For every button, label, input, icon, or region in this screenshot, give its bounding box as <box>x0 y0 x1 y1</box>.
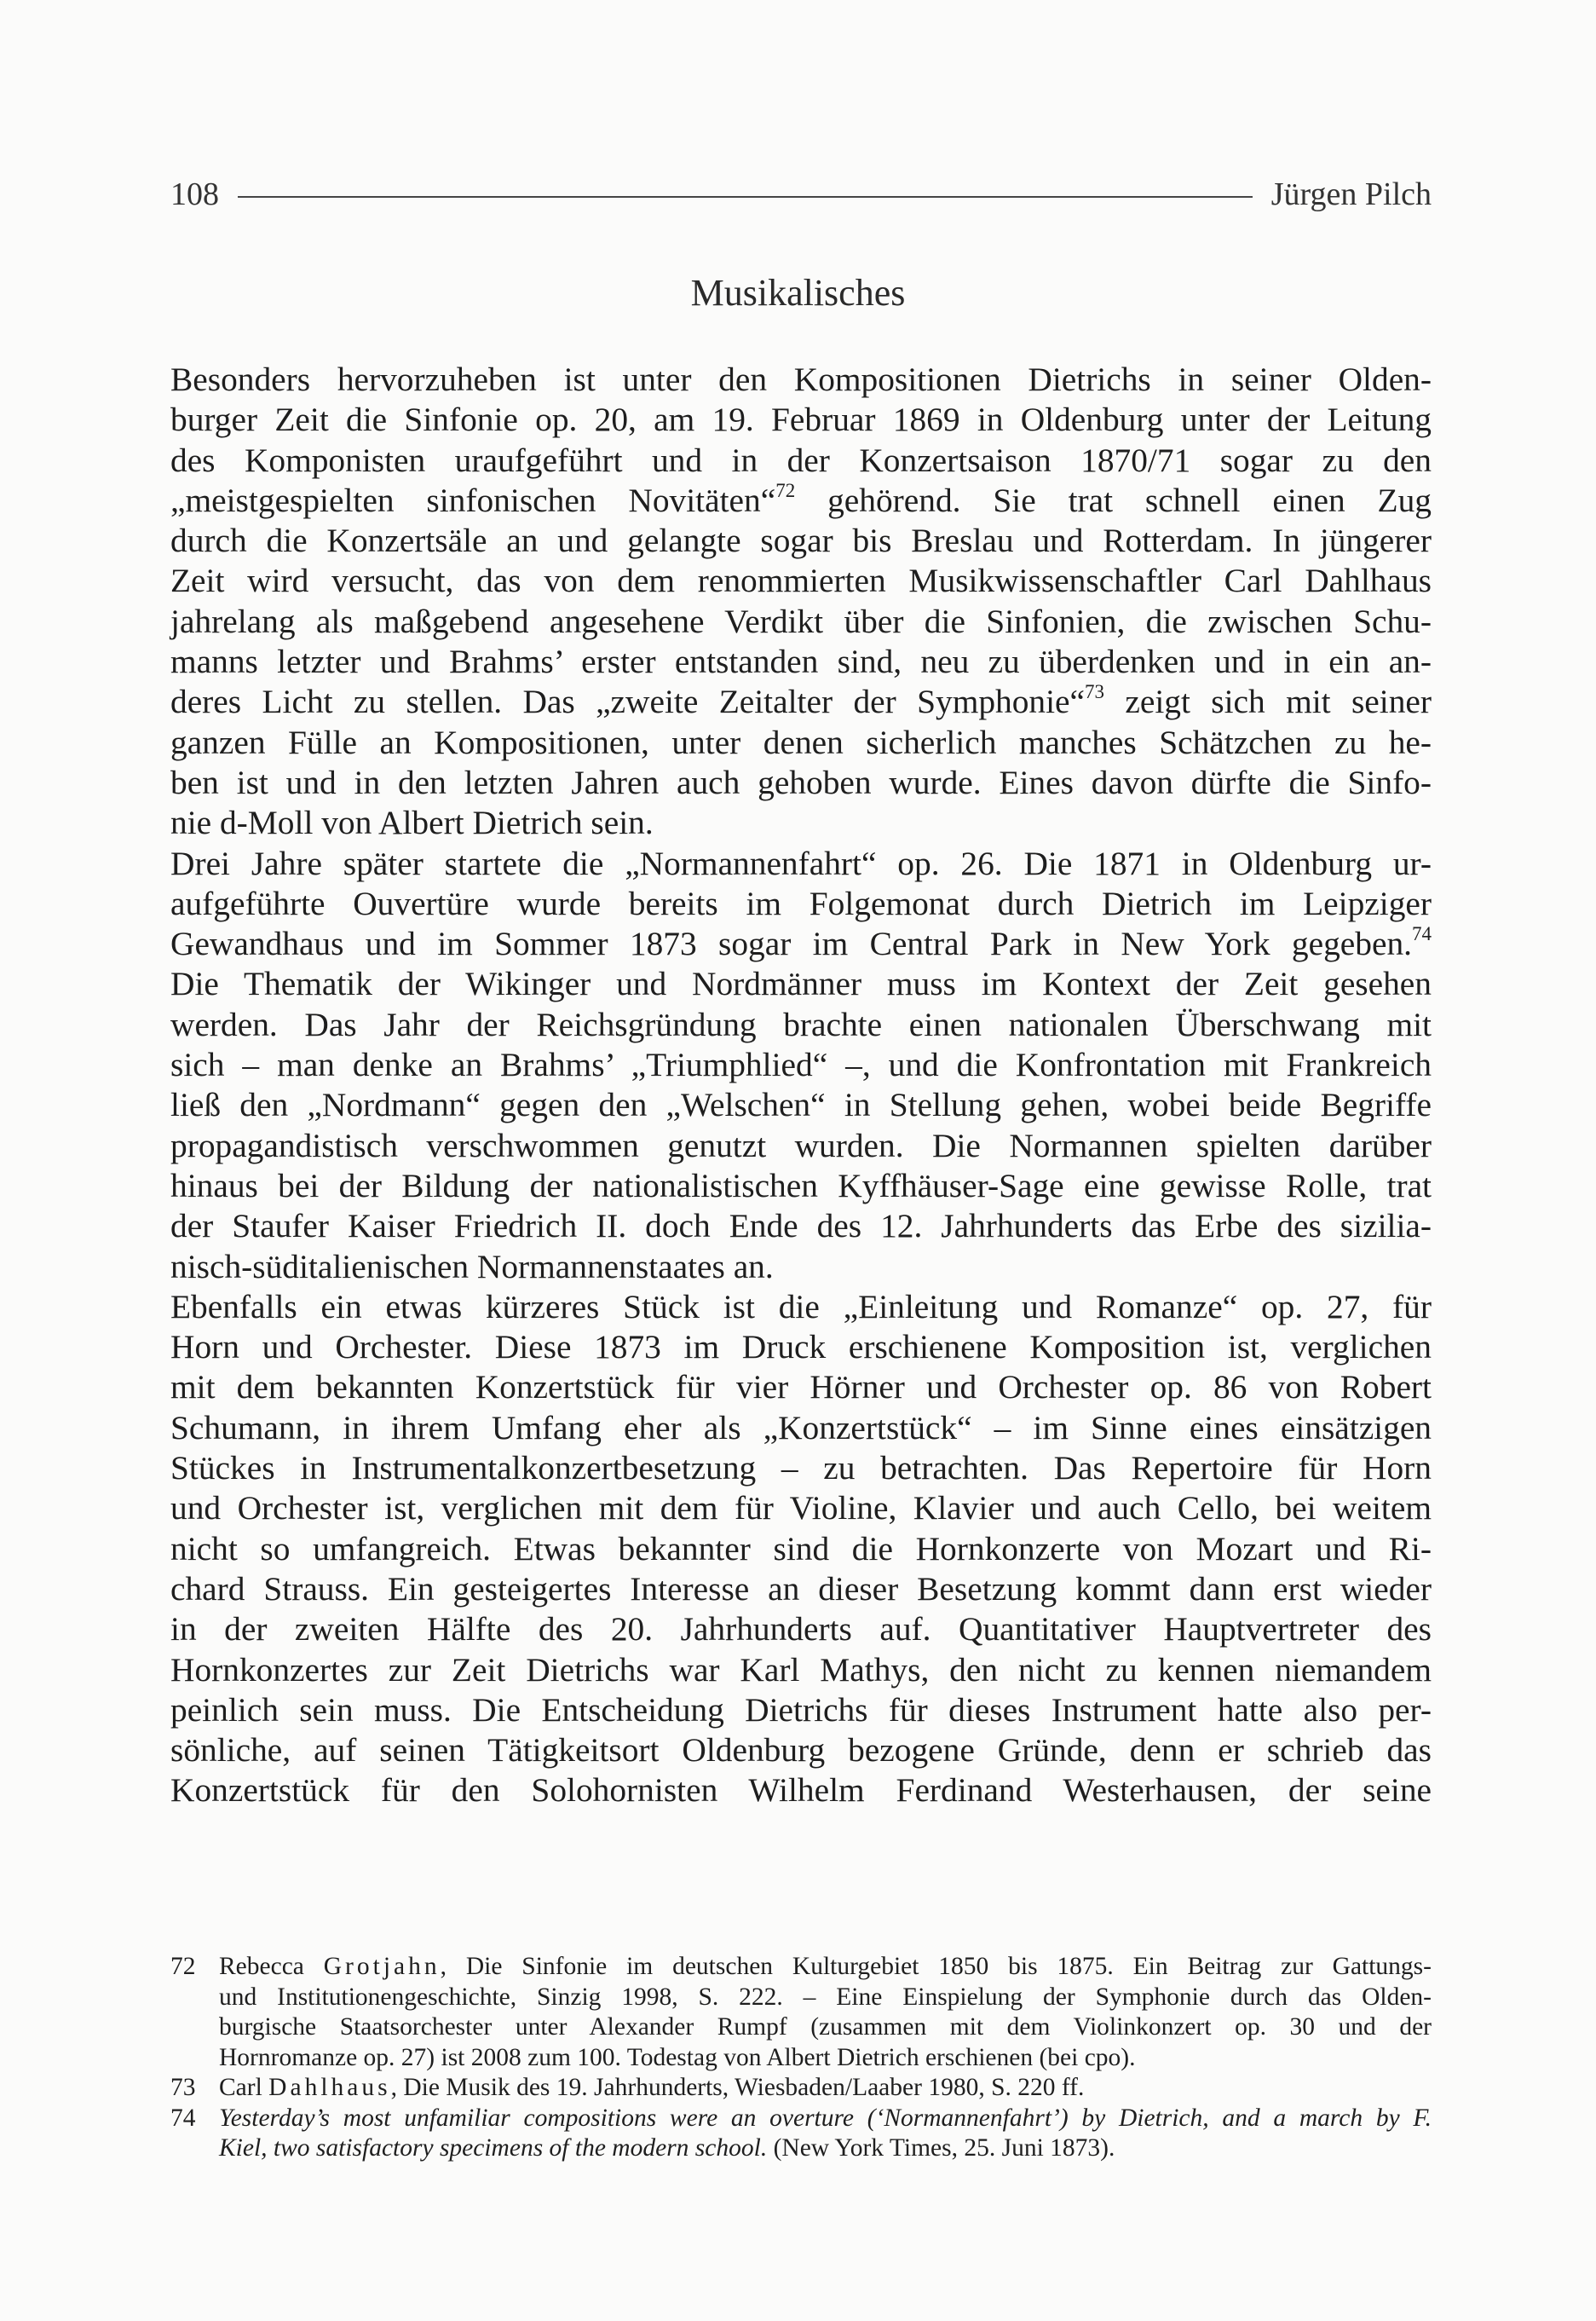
footnote-line: und Institutionengeschichte, Sinzig 1998, S. 222. – Eine Einspielung der Symphonie durch das Olden- <box>219 1983 1432 2011</box>
body-line: Besonders hervorzuheben ist unter den Kompositionen Dietrichs in seiner Olden- <box>170 361 1432 398</box>
body-line: burger Zeit die Sinfonie op. 20, am 19. Februar 1869 in Oldenburg unter der Leitung <box>170 401 1432 439</box>
body-line: „meistgespielten sinfonischen Novitäten“$^{72}$ gehörend. Sie trat schnell einen Zug <box>170 479 1432 519</box>
body-line: peinlich sein muss. Die Entscheidung Dietrichs für dieses Instrument hatte also per- <box>170 1690 1432 1729</box>
footnote-number: 72 <box>170 1953 196 1980</box>
footnote-reference: 72 <box>775 479 796 501</box>
body-line: sönliche, auf seinen Tätigkeitsort Oldenburg bezogene Gründe, denn er schrieb das <box>170 1731 1432 1770</box>
footnote-line: Kiel, two satisfactory specimens of the modern school. (New York Times, 25. Juni 1873). <box>219 2134 1115 2162</box>
footnote <box>170 2073 1432 2104</box>
body-line: des Komponisten uraufgeführt und in der Konzertsaison 1870/71 sogar zu den <box>170 441 1432 479</box>
body-line: Stückes in Instrumentalkonzertbesetzung – zu betrachten. Das Repertoire für Horn <box>170 1449 1432 1487</box>
body-line: Drei Jahre später startete die „Normannenfahrt“ op. 26. Die 1871 in Oldenburg ur- <box>170 844 1432 882</box>
body-line: Horn und Orchester. Diese 1873 im Druck erschienene Komposition ist, verglichen <box>170 1328 1432 1366</box>
footnote-number: 73 <box>170 2074 196 2101</box>
page-number: 108 <box>170 176 219 212</box>
body-line: ließ den „Nordmann“ gegen den „Welschen“ in Stellung gehen, wobei beide Begriffe <box>170 1086 1432 1124</box>
footnote-line: Hornromanze op. 27) ist 2008 zum 100. Todestag von Albert Dietrich erschienen (bei cpo). <box>219 2043 1136 2071</box>
footnote-reference: 73 <box>1085 681 1105 703</box>
footnote-text <box>219 2104 1432 2164</box>
body-line: aufgeführte Ouvertüre wurde bereits im Folgemonat durch Dietrich im Leipziger <box>170 884 1432 922</box>
footnote-line <box>219 2104 1432 2134</box>
body-line: jahrelang als maßgebend angesehene Verdikt über die Sinfonien, die zwischen Schu- <box>170 602 1432 640</box>
body-line: der Staufer Kaiser Friedrich II. doch Ende des 12. Jahrhunderts das Erbe des sizilia- <box>170 1207 1432 1245</box>
body-line: nie d-Moll von Albert Dietrich sein. <box>170 804 654 842</box>
body-line: chard Strauss. Ein gesteigertes Interesse an dieser Besetzung kommt dann erst wieder <box>170 1569 1432 1608</box>
body-line: propagandistisch verschwommen genutzt wurden. Die Normannen spielten darüber <box>170 1126 1432 1164</box>
body-line: Gewandhaus und im Sommer 1873 sogar im Central Park in New York gegeben.$^{74}$ <box>170 923 1432 963</box>
running-header <box>170 173 1432 216</box>
quoted-text: Kiel, two satisfactory specimens of the modern school. <box>219 2134 768 2162</box>
body-line: Ebenfalls ein etwas kürzeres Stück ist die „Einleitung und Romanze“ op. 27, für <box>170 1287 1432 1325</box>
body-line: mit dem bekannten Konzertstück für vier Hörner und Orchester op. 86 von Robert <box>170 1368 1432 1406</box>
body-line: werden. Das Jahr der Reichsgründung brachte einen nationalen Überschwang mit <box>170 1005 1432 1043</box>
footnote-line: burgische Staatsorchester unter Alexander Rumpf (zusammen mit dem Violinkonzert op. 30 und der <box>219 2013 1432 2041</box>
body-line: in der zweiten Hälfte des 20. Jahrhunderts auf. Quantitativer Hauptvertreter des <box>170 1610 1432 1648</box>
footnote-line: Carl Dahlhaus, Die Musik des 19. Jahrhunderts, Wiesbaden/Laaber 1980, S. 220 ff. <box>219 2074 1085 2101</box>
body-line: hinaus bei der Bildung der nationalistischen Kyffhäuser-Sage eine gewisse Rolle, trat <box>170 1166 1432 1204</box>
body-line: Die Thematik der Wikinger und Nordmänner muss im Kontext der Zeit gesehen <box>170 965 1432 1003</box>
body-line: nisch-süditalienischen Normannenstaates an. <box>170 1247 774 1285</box>
header-rule <box>238 196 1253 198</box>
body-line: Zeit wird versucht, das von dem renommierten Musikwissenschaftler Carl Dahlhaus <box>170 562 1432 600</box>
author-name: Dahlhaus <box>268 2074 391 2101</box>
footnote <box>170 1952 1432 2073</box>
body-line: und Orchester ist, verglichen mit dem für Violine, Klavier und auch Cello, bei weitem <box>170 1489 1432 1527</box>
section-title: Musikalisches <box>690 272 906 314</box>
body-line: Schumann, in ihrem Umfang eher als „Konzertstück“ – im Sinne eines einsätzigen <box>170 1408 1432 1446</box>
body-line: Hornkonzertes zur Zeit Dietrichs war Karl Mathys, den nicht zu kennen niemandem <box>170 1650 1432 1689</box>
body-line: ganzen Fülle an Kompositionen, unter denen sicherlich manches Schätzchen zu he- <box>170 723 1432 761</box>
quoted-text: Yesterday’s most unfamiliar compositions were an overture (‘Normannenfahrt’) by Dietrich, and a march by F. <box>219 2104 1432 2132</box>
author-name: Grotjahn <box>323 1953 441 1980</box>
body-line: ben ist und in den letzten Jahren auch gehoben wurde. Eines davon dürfte die Sinfo- <box>170 763 1432 801</box>
footnote-reference: 74 <box>1412 923 1432 945</box>
body-line: sich – man denke an Brahms’ „Triumphlied“ –, und die Konfrontation mit Frankreich <box>170 1046 1432 1084</box>
footnote-number: 74 <box>170 2104 196 2132</box>
footnote-text <box>219 1952 1432 2073</box>
body-line: durch die Konzertsäle an und gelangte sogar bis Breslau und Rotterdam. In jüngerer <box>170 522 1432 560</box>
footnotes <box>170 1952 1432 2164</box>
footnote-line: Rebecca Grotjahn, Die Sinfonie im deutschen Kulturgebiet 1850 bis 1875. Ein Beitrag zur Gattungs- <box>219 1953 1432 1980</box>
footnote-text <box>219 2073 1432 2104</box>
body-line: nicht so umfangreich. Etwas bekannter sind die Hornkonzerte von Mozart und Ri- <box>170 1529 1432 1568</box>
body-line: deres Licht zu stellen. Das „zweite Zeitalter der Symphonie“$^{73}$ zeigt sich mit seiner <box>170 681 1432 721</box>
body-text <box>170 360 1432 1811</box>
footnote <box>170 2104 1432 2164</box>
running-head-author: Jürgen Pilch <box>1270 176 1432 212</box>
body-line: manns letzter und Brahms’ erster entstanden sind, neu zu überdenken und in ein an- <box>170 643 1432 681</box>
body-line: Konzertstück für den Solohornisten Wilhelm Ferdinand Westerhausen, der seine <box>170 1771 1432 1810</box>
